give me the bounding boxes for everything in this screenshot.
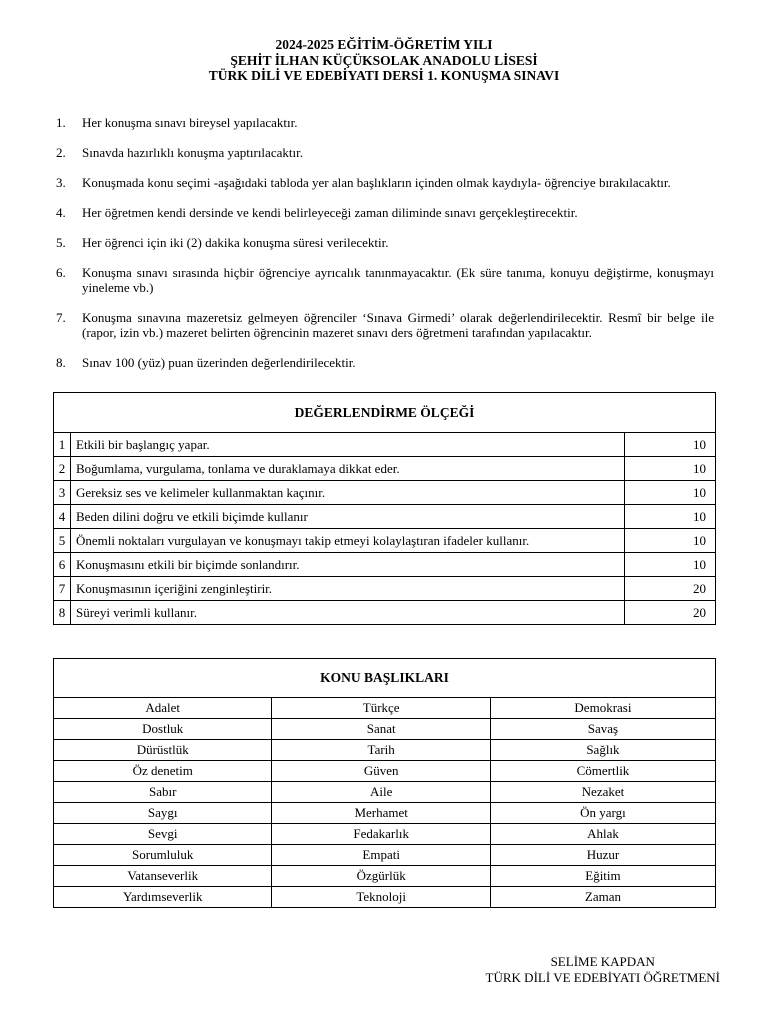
table-row — [54, 553, 716, 577]
topic-cell: Merhamet — [272, 803, 490, 824]
topic-cell: Öz denetim — [54, 761, 272, 782]
topic-cell: Türkçe — [272, 698, 490, 719]
criterion-number: 7 — [54, 577, 71, 601]
topic-cell: Sorumluluk — [54, 845, 272, 866]
topic-cell: Zaman — [490, 887, 715, 908]
criterion-number: 3 — [54, 481, 71, 505]
criterion-points: 10 — [625, 481, 716, 505]
table-row — [54, 887, 716, 908]
rule-text: Her öğretmen kendi dersinde ve kendi belirleyeceği zaman diliminde sınavı gerçekleştirecektir. — [82, 205, 578, 220]
criterion-number: 4 — [54, 505, 71, 529]
rule-text: Her öğrenci için iki (2) dakika konuşma süresi verilecektir. — [82, 235, 389, 250]
topic-cell: Nezaket — [490, 782, 715, 803]
rules-list — [56, 115, 714, 370]
criterion-text: Gereksiz ses ve kelimeler kullanmaktan kaçınır. — [71, 481, 625, 505]
topics-table — [53, 658, 716, 908]
table-row — [54, 761, 716, 782]
rule-text: Sınavda hazırlıklı konuşma yaptırılacaktır. — [82, 145, 303, 160]
topic-cell: Özgürlük — [272, 866, 490, 887]
criterion-points: 10 — [625, 529, 716, 553]
topic-cell: Yardımseverlik — [54, 887, 272, 908]
criterion-points: 20 — [625, 577, 716, 601]
topic-cell: Savaş — [490, 719, 715, 740]
table-row — [54, 866, 716, 887]
rule-number: 1. — [56, 115, 66, 130]
rule-number: 8. — [56, 355, 66, 370]
topic-cell: Sabır — [54, 782, 272, 803]
rule-item — [56, 235, 714, 250]
criterion-text: Konuşmasını etkili bir biçimde sonlandırır. — [71, 553, 625, 577]
criterion-number: 2 — [54, 457, 71, 481]
criterion-text: Boğumlama, vurgulama, tonlama ve duraklamaya dikkat eder. — [71, 457, 625, 481]
table-row — [54, 824, 716, 845]
rule-item — [56, 265, 714, 295]
teacher-title: TÜRK DİLİ VE EDEBİYATI ÖĞRETMENİ — [485, 970, 720, 985]
table-row — [54, 529, 716, 553]
table-row — [54, 803, 716, 824]
topic-cell: Sağlık — [490, 740, 715, 761]
table-row — [54, 577, 716, 601]
evaluation-scale-title: DEĞERLENDİRME ÖLÇEĞİ — [54, 393, 716, 433]
topics-title: KONU BAŞLIKLARI — [54, 659, 716, 698]
criterion-points: 10 — [625, 457, 716, 481]
rule-text: Her konuşma sınavı bireysel yapılacaktır. — [82, 115, 298, 130]
topic-cell: Empati — [272, 845, 490, 866]
topic-cell: Aile — [272, 782, 490, 803]
signature-block — [486, 954, 720, 986]
table-row — [54, 505, 716, 529]
topic-cell: Huzur — [490, 845, 715, 866]
topic-cell: Tarih — [272, 740, 490, 761]
topic-cell: Saygı — [54, 803, 272, 824]
criterion-text: Önemli noktaları vurgulayan ve konuşmayı takip etmeyi kolaylaştıran ifadeler kullanır. — [71, 529, 625, 553]
document-header — [0, 37, 768, 84]
topic-cell: Eğitim — [490, 866, 715, 887]
topic-cell: Fedakarlık — [272, 824, 490, 845]
rule-item — [56, 175, 714, 190]
rule-text: Konuşma sınavına mazeretsiz gelmeyen öğrenciler ‘Sınava Girmedi’ olarak değerlendirilecektir. Resmî bir belge ile (rapor, izin vb.) mazeret belirten öğrencinin mazeret sınavı ders öğretmeni tarafından yapılacaktır. — [82, 310, 714, 340]
topic-cell: Vatanseverlik — [54, 866, 272, 887]
topic-cell: Güven — [272, 761, 490, 782]
table-row — [54, 433, 716, 457]
table-row — [54, 457, 716, 481]
criterion-points: 20 — [625, 601, 716, 625]
table-row — [54, 845, 716, 866]
header-exam-title: TÜRK DİLİ VE EDEBİYATI DERSİ 1. KONUŞMA SINAVI — [208, 68, 560, 83]
topic-cell: Sevgi — [54, 824, 272, 845]
topic-cell: Demokrasi — [490, 698, 715, 719]
rule-number: 7. — [56, 310, 66, 325]
rule-item — [56, 115, 714, 130]
rule-item — [56, 145, 714, 160]
rule-item — [56, 205, 714, 220]
table-row — [54, 740, 716, 761]
evaluation-scale-table — [53, 392, 716, 625]
rule-text: Konuşmada konu seçimi -aşağıdaki tabloda yer alan başlıkların içinden olmak kaydıyla- öğrenciye bırakılacaktır. — [82, 175, 671, 190]
table-row — [54, 481, 716, 505]
criterion-text: Etkili bir başlangıç yapar. — [71, 433, 625, 457]
table-row — [54, 698, 716, 719]
rule-text: Sınav 100 (yüz) puan üzerinden değerlendirilecektir. — [82, 355, 356, 370]
table-row — [54, 719, 716, 740]
criterion-points: 10 — [625, 505, 716, 529]
criterion-text: Beden dilini doğru ve etkili biçimde kullanır — [71, 505, 625, 529]
table-row — [54, 601, 716, 625]
topic-cell: Teknoloji — [272, 887, 490, 908]
topic-cell: Sanat — [272, 719, 490, 740]
header-year: 2024-2025 EĞİTİM-ÖĞRETİM YILI — [275, 37, 493, 52]
header-school: ŞEHİT İLHAN KÜÇÜKSOLAK ANADOLU LİSESİ — [230, 52, 538, 68]
criterion-number: 6 — [54, 553, 71, 577]
criterion-number: 8 — [54, 601, 71, 625]
criterion-points: 10 — [625, 433, 716, 457]
topic-cell: Dürüstlük — [54, 740, 272, 761]
rule-number: 5. — [56, 235, 66, 250]
topic-cell: Dostluk — [54, 719, 272, 740]
rule-number: 4. — [56, 205, 66, 220]
topic-cell: Ön yargı — [490, 803, 715, 824]
topic-cell: Ahlak — [490, 824, 715, 845]
table-row — [54, 782, 716, 803]
criterion-number: 1 — [54, 433, 71, 457]
rule-number: 6. — [56, 265, 66, 280]
rule-number: 3. — [56, 175, 66, 190]
topic-cell: Cömertlik — [490, 761, 715, 782]
rule-number: 2. — [56, 145, 66, 160]
topic-cell: Adalet — [54, 698, 272, 719]
criterion-points: 10 — [625, 553, 716, 577]
rule-item — [56, 355, 714, 370]
criterion-number: 5 — [54, 529, 71, 553]
teacher-name: SELİME KAPDAN — [550, 954, 655, 969]
criterion-text: Konuşmasının içeriğini zenginleştirir. — [71, 577, 625, 601]
rule-item — [56, 310, 714, 340]
criterion-text: Süreyi verimli kullanır. — [71, 601, 625, 625]
rule-text: Konuşma sınavı sırasında hiçbir öğrenciye ayrıcalık tanınmayacaktır. (Ek süre tanıma, konuyu değiştirme, konuşmayı yineleme vb.) — [82, 265, 714, 295]
